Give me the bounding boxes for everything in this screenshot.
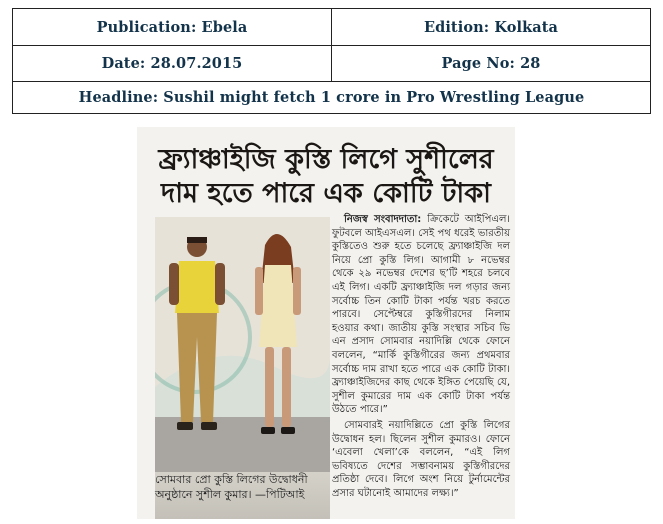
article-body	[332, 213, 510, 502]
page-number-cell: Page No: 28	[441, 54, 541, 72]
clipping-headline-line-2: দাম হতে পারে এক কোটি টাকা	[161, 178, 491, 209]
newspaper-clipping	[137, 127, 515, 519]
metadata-table	[12, 8, 651, 114]
article-paragraph-1	[332, 213, 510, 417]
clipping-headline-line-1: ফ্র্যাঞ্চাইজি কুস্তি লিগে সুশীলের	[158, 144, 494, 175]
publication-cell: Publication: Ebela	[13, 9, 332, 45]
metadata-row-2	[13, 45, 650, 82]
metadata-row-1	[13, 9, 650, 46]
headline-cell: Headline: Sushil might fetch 1 crore in Pro Wrestling League	[78, 88, 585, 106]
date-cell: Date: 28.07.2015	[13, 45, 332, 81]
photo-caption: সোমবার প্রো কুস্তি লিগের উদ্বোধনী অনুষ্ঠানে সুশীল কুমার। —পিটিআই	[155, 473, 308, 501]
metadata-row-3	[13, 81, 650, 113]
byline: নিজস্ব সংবাদদাতা:	[344, 214, 422, 225]
article-paragraph-2: সোমবারই নয়াদিল্লিতে প্রো কুস্তি লিগের উদ্বোধন হল। ছিলেন সুশীল কুমারও। ফোনে ‘এবেলা খেলা’কে বললেন, “এই লিগ ভবিষ্যতে দেশের সম্ভাবনাময় কুস্তিগীরদের প্রতিষ্ঠা দেবে। লিগে অংশ নিয়ে টুর্নামেন্টের প্রসার ঘটানোই আমাদের লক্ষ্য।”	[332, 419, 510, 499]
article-paragraph-1-text: ক্রিকেটে আইপিএল। ফুটবলে আইএসএল। সেই পথ ধরেই ভারতীয় কুস্তিতেও শুরু হতে চলেছে ফ্র্যাঞ্চাইজি দল নিয়ে প্রো কুস্তি লিগ। আগামী ৮ নভেম্বর থেকে ২৯ নভেম্বর দেশের ছ’টি শহরে চলবে এই লিগ। একটি ফ্র্যাঞ্চাইজি দল গড়ার জন্য সর্বোচ্চ তিন কোটি টাকা পর্যন্ত খরচ করতে পারবে। সেপ্টেম্বরে কুস্তিগীরদের নিলাম হওয়ার কথা। জাতীয় কুস্তি সংস্থার সচিব ভি এন প্রসাদ সোমবার নয়াদিল্লি থেকে ফোনে বললেন, “মার্কি কুস্তিগীরের জন্য প্রথমবার সর্বোচ্চ দাম রাখা হতে পারে এক কোটি টাকা। ফ্র্যাঞ্চাইজিদের কাছ থেকে ইঙ্গিত পেয়েছি যে, সুশীল কুমারের দাম এক কোটি টাকা পর্যন্ত উঠতে পারে।”	[332, 214, 510, 416]
photo-illustration	[155, 217, 330, 472]
edition-cell: Edition: Kolkata	[423, 18, 559, 36]
